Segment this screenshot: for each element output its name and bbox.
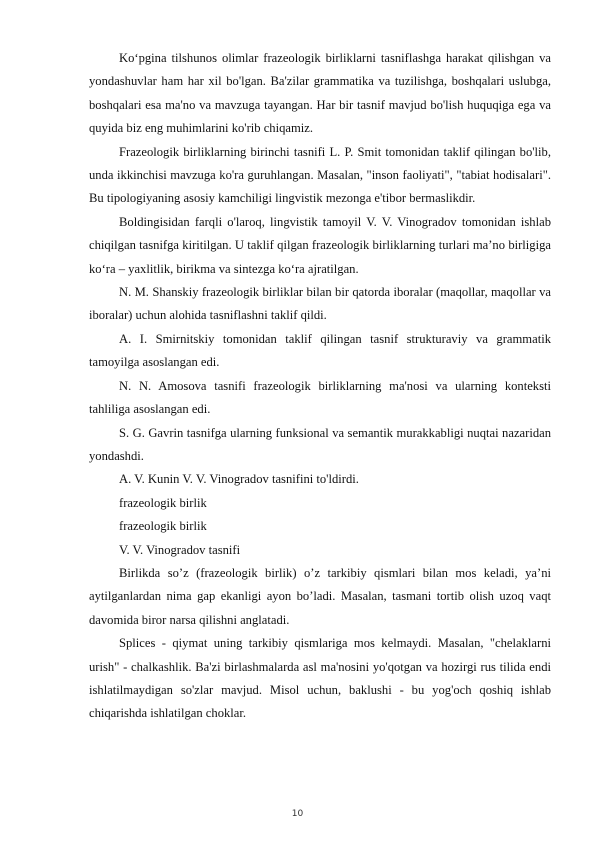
paragraph-vinogradov-principle: Boldingisidan farqli o'laroq, lingvistik tamoyil V. V. Vinogradov tomonidan ishlab chiqilgan tasnifga kiritilgan. U taklif qilgan frazeologik birliklarning turlari ma’no birligiga ko‘ra – yaxlitlik, birikma va sintezga ko‘ra ajratilgan. <box>89 214 551 276</box>
paragraph-gavrin: S. G. Gavrin tasnifga ularning funksional va semantik murakkabligi nuqtai nazaridan yondashdi. <box>89 425 551 463</box>
line-phraseological-unit-2: frazeologik birlik <box>119 519 207 534</box>
paragraph-shanskiy: N. M. Shanskiy frazeologik birliklar bilan bir qatorda iboralar (maqollar, maqollar va iboralar) uchun alohida tasniflashni taklif qildi. <box>89 285 551 323</box>
line-vinogradov-classification: V. V. Vinogradov tasnifi <box>119 542 241 557</box>
paragraph-smirnitskiy: A. I. Smirnitskiy tomonidan taklif qilingan tasnif strukturaviy va grammatik tamoyilga asoslangan edi. <box>89 331 551 370</box>
page-body <box>89 47 551 726</box>
paragraph-kunin: A. V. Kunin V. V. Vinogradov tasnifini to'ldirdi. <box>119 472 359 487</box>
paragraph-splices-definition: Splices - qiymat uning tarkibiy qismlariga mos kelmaydi. Masalan, "chelaklarni urish" - chalkashlik. Ba'zi birlashmalarda asl ma'nosini yo'qotgan va hozirgi rus tilida endi ishlatilmaydigan so'zlar mavjud. Misol uchun, baklushi - bu yog'och qoshiq ishlab chiqarishda ishlatilgan choklar. <box>89 636 551 721</box>
line-phraseological-unit-1: frazeologik birlik <box>119 495 207 510</box>
paragraph-amosova: N. N. Amosova tasnifi frazeologik birliklarning ma'nosi va ularning konteksti tahliliga asoslangan edi. <box>89 378 551 417</box>
paragraph-classification-intro: Ko‘pgina tilshunos olimlar frazeologik birliklarni tasniflashga harakat qilishgan va yondashuvlar ham har xil bo'lgan. Ba'zilar grammatika va tuzilishga, boshqalari uslubga, boshqalari esa ma'no va mavzuga tayangan. Har bir tasnif mavjud bo'lish huquqiga ega va quyida biz eng muhimlarini ko'rib chiqamiz. <box>89 51 551 136</box>
paragraph-unity-definition: Birlikda so’z (frazeologik birlik) o’z tarkibiy qismlari bilan mos keladi, ya’ni aytilganlardan nima gap ekanligi ayon bo’ladi. Masalan, tasmani tortib olish uzoq vaqt davomida biror narsa qilishni anglatadi. <box>89 565 551 627</box>
paragraph-smith-classification: Frazeologik birliklarning birinchi tasnifi L. P. Smit tomonidan taklif qilingan bo'lib, unda ikkinchisi mavzuga ko'ra guruhlangan. Masalan, "inson faoliyati", "tabiat hodisalari". Bu tipologiyaning asosiy kamchiligi lingvistik mezonga e'tibor bermaslikdir. <box>89 144 551 206</box>
page-number: 10 <box>291 809 304 819</box>
